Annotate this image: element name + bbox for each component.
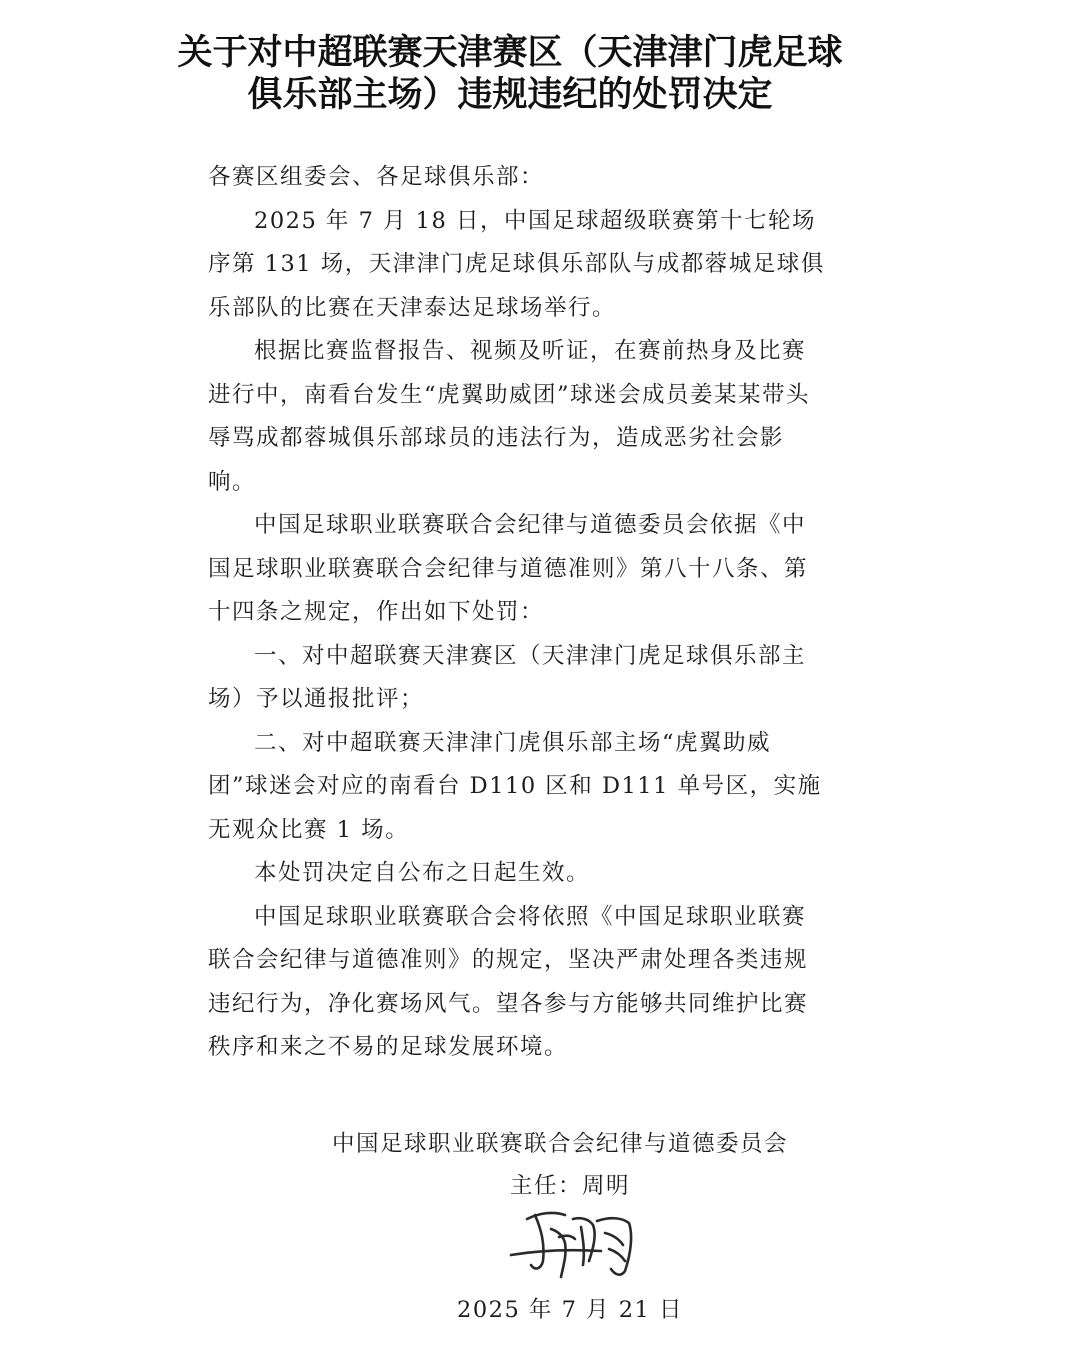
- paragraph-penalty-2: 二、对中超联赛天津津门虎俱乐部主场“虎翼助威团”球迷会对应的南看台 D110 区和 D111 单号区，实施无观众比赛 1 场。: [208, 729, 822, 843]
- salutation: 各赛区组委会、各足球俱乐部：: [208, 164, 545, 190]
- paragraph-basis: 中国足球职业联赛联合会纪律与道德委员会依据《中国足球职业联赛联合会纪律与道德准则》第八十八条、第十四条之规定，作出如下处罚：: [208, 512, 809, 625]
- paragraph-penalty-1: 一、对中超联赛天津赛区（天津津门虎足球俱乐部主场）予以通报批评；: [208, 642, 807, 712]
- document-body: [208, 156, 828, 1070]
- paragraph-incident: 根据比赛监督报告、视频及听证，在赛前热身及比赛进行中，南看台发生“虎翼助威团”球迷会成员姜某某带头辱骂成都蓉城俱乐部球员的违法行为，造成恶劣社会影响。: [208, 338, 811, 495]
- document-title-line-2: 俱乐部主场）违规违纪的处罚决定: [247, 75, 773, 115]
- signing-organization: 中国足球职业联赛联合会纪律与道德委员会: [331, 1131, 788, 1157]
- decision-date: 2025 年 7 月 21 日: [457, 1297, 683, 1323]
- director-name: 主任：周明: [509, 1173, 630, 1199]
- paragraph-effective: 本处罚决定自公布之日起生效。: [254, 860, 591, 886]
- handwritten-signature: [505, 1205, 655, 1285]
- paragraph-closing: 中国足球职业联赛联合会将依照《中国足球职业联赛联合会纪律与道德准则》的规定，坚决严肃处理各类违规违纪行为，净化赛场风气。望各参与方能够共同维护比赛秩序和来之不易的足球发展环境。: [208, 903, 809, 1060]
- paragraph-match-info: 2025 年 7 月 18 日，中国足球超级联赛第十七轮场序第 131 场，天津津门虎足球俱乐部队与成都蓉城足球俱乐部队的比赛在天津泰达足球场举行。: [208, 207, 825, 321]
- document-title-line-1: 关于对中超联赛天津赛区（天津津门虎足球: [177, 33, 843, 73]
